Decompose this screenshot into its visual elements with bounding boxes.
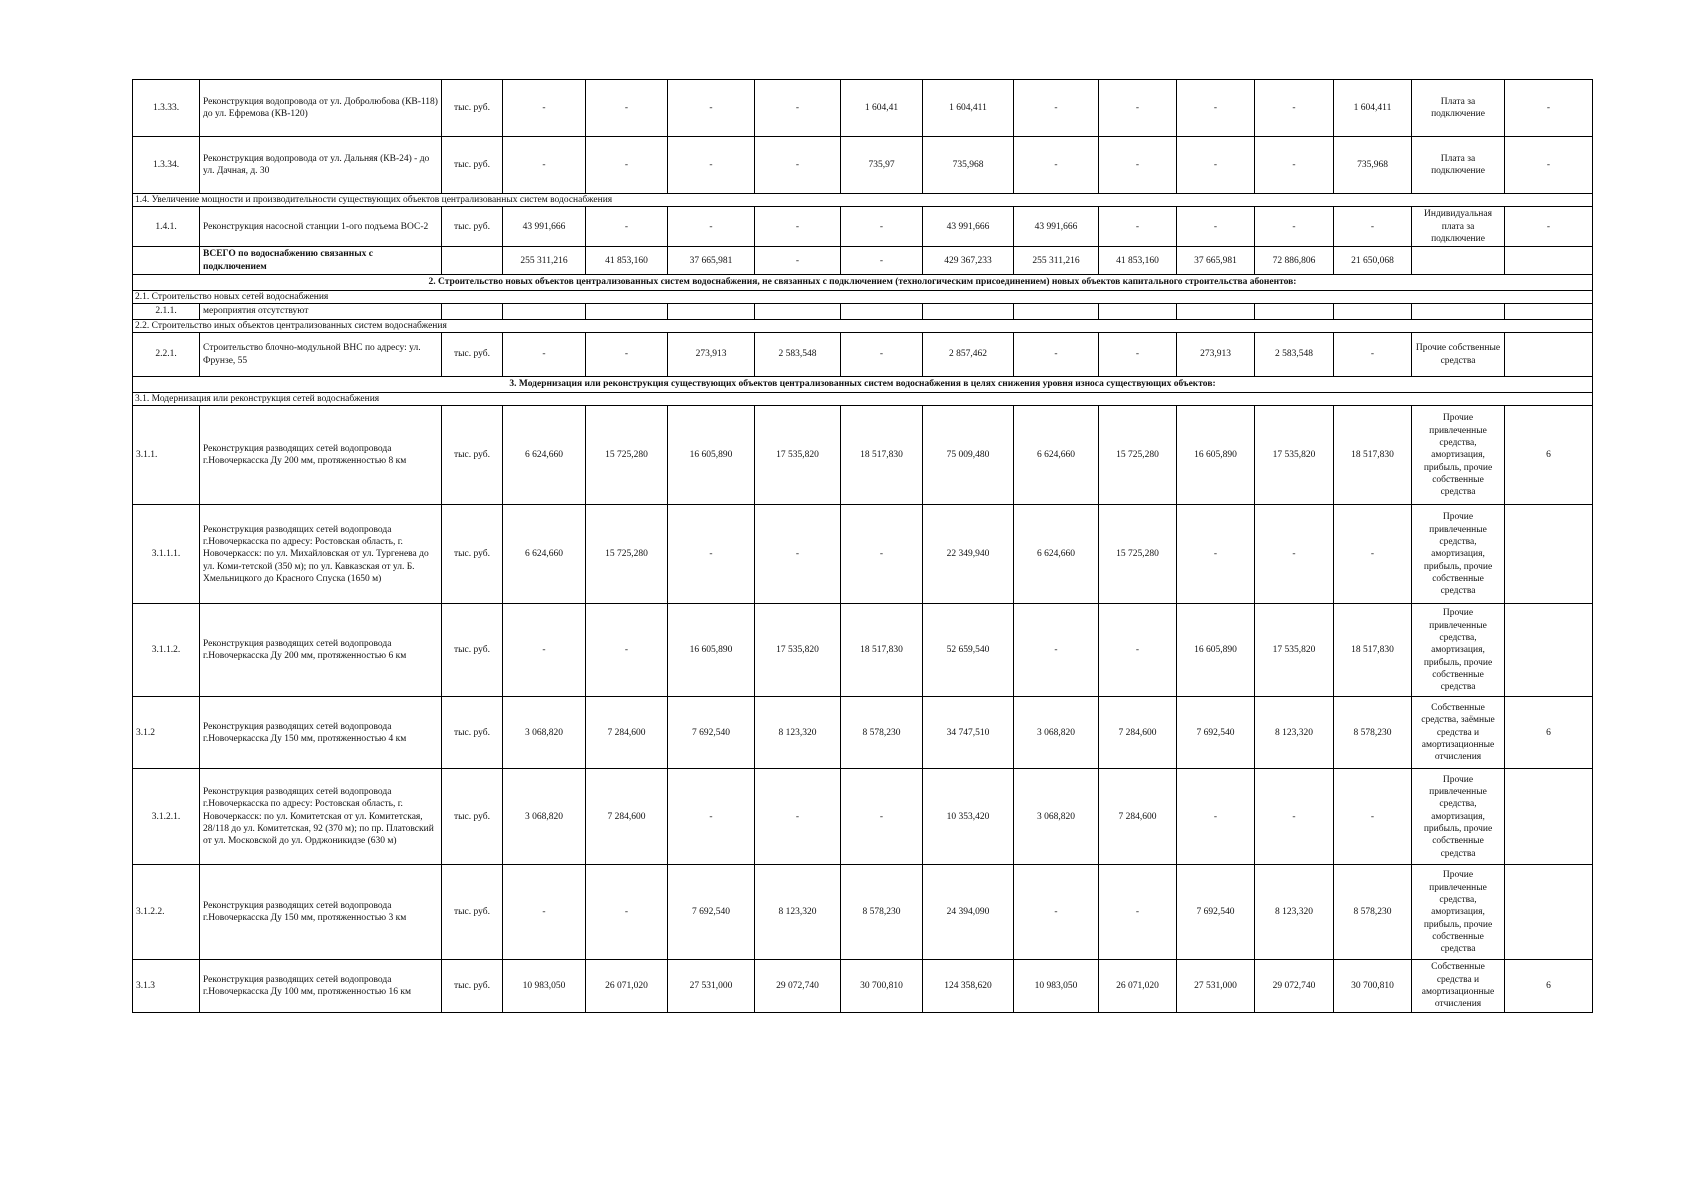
funding-source-cell: Прочие привлеченные средства, амортизация, прибыль, прочие собственные средства xyxy=(1412,865,1505,960)
item-name-cell: Реконструкция водопровода от ул. Дальняя (КВ-24) - до ул. Дачная, д. 30 xyxy=(200,137,442,194)
value-cell: 1 604,411 xyxy=(1334,80,1412,137)
table-row xyxy=(133,865,1593,960)
item-name-cell: Реконструкция разводящих сетей водопровода г.Новочеркасска Ду 200 мм, протяженностью 8 км xyxy=(200,406,442,505)
value-cell: 15 725,280 xyxy=(586,406,668,505)
value-cell: 16 605,890 xyxy=(668,604,755,697)
value-cell: - xyxy=(1014,137,1099,194)
value-cell: - xyxy=(755,137,841,194)
value-cell: - xyxy=(1255,769,1334,865)
value-cell: 735,968 xyxy=(923,137,1014,194)
value-cell: - xyxy=(503,865,586,960)
value-cell: 735,97 xyxy=(841,137,923,194)
note-cell xyxy=(1505,505,1593,604)
value-cell: 8 578,230 xyxy=(841,697,923,769)
item-number-cell: 3.1.2.2. xyxy=(133,865,200,960)
item-name-cell: Реконструкция разводящих сетей водопровода г.Новочеркасска Ду 100 мм, протяженностью 16 км xyxy=(200,960,442,1012)
unit-cell: тыс. руб. xyxy=(442,207,503,247)
value-cell: 255 311,216 xyxy=(1014,247,1099,275)
item-name-cell: мероприятия отсутствуют xyxy=(200,304,442,319)
value-cell: - xyxy=(755,80,841,137)
item-name-cell: Реконструкция разводящих сетей водопровода г.Новочеркасска Ду 150 мм, протяженностью 3 км xyxy=(200,865,442,960)
item-number-cell: 3.1.1. xyxy=(133,406,200,505)
value-cell: 16 605,890 xyxy=(1177,604,1255,697)
value-cell: - xyxy=(755,769,841,865)
note-cell: - xyxy=(1505,137,1593,194)
value-cell: - xyxy=(1177,80,1255,137)
value-cell: - xyxy=(1255,207,1334,247)
value-cell: 735,968 xyxy=(1334,137,1412,194)
investment-program-table xyxy=(132,79,1593,1013)
value-cell: 37 665,981 xyxy=(668,247,755,275)
value-cell: 27 531,000 xyxy=(1177,960,1255,1012)
subsection-title: 2.1. Строительство новых сетей водоснабжения xyxy=(133,291,1593,304)
value-cell: 22 349,940 xyxy=(923,505,1014,604)
subsection-title: 3.1. Модернизация или реконструкция сетей водоснабжения xyxy=(133,393,1593,406)
funding-source-cell xyxy=(1412,304,1505,319)
funding-source-cell: Собственные средства, заёмные средства и амортизационные отчисления xyxy=(1412,697,1505,769)
funding-source-cell: Прочие привлеченные средства, амортизация, прибыль, прочие собственные средства xyxy=(1412,769,1505,865)
note-cell xyxy=(1505,304,1593,319)
value-cell: 7 284,600 xyxy=(586,769,668,865)
value-cell: - xyxy=(668,769,755,865)
value-cell: - xyxy=(755,207,841,247)
value-cell: 18 517,830 xyxy=(1334,604,1412,697)
table-row xyxy=(133,304,1593,319)
value-cell: - xyxy=(1334,769,1412,865)
value-cell: 10 983,050 xyxy=(503,960,586,1012)
unit-cell: тыс. руб. xyxy=(442,960,503,1012)
note-cell xyxy=(1505,604,1593,697)
item-number-cell: 1.3.34. xyxy=(133,137,200,194)
value-cell: 7 692,540 xyxy=(1177,865,1255,960)
value-cell xyxy=(1014,304,1099,319)
value-cell: 18 517,830 xyxy=(841,406,923,505)
value-cell: - xyxy=(1255,137,1334,194)
table-row xyxy=(133,333,1593,377)
value-cell: 15 725,280 xyxy=(1099,406,1177,505)
value-cell: 43 991,666 xyxy=(1014,207,1099,247)
value-cell: 3 068,820 xyxy=(1014,697,1099,769)
value-cell: - xyxy=(586,865,668,960)
value-cell: - xyxy=(586,137,668,194)
value-cell: - xyxy=(1255,80,1334,137)
item-number-cell: 2.2.1. xyxy=(133,333,200,377)
item-number-cell: 3.1.2.1. xyxy=(133,769,200,865)
value-cell xyxy=(755,304,841,319)
table-row xyxy=(133,137,1593,194)
table-row xyxy=(133,697,1593,769)
subsection-header-row xyxy=(133,393,1593,406)
value-cell: - xyxy=(1099,207,1177,247)
value-cell: 72 886,806 xyxy=(1255,247,1334,275)
funding-source-cell: Прочие привлеченные средства, амортизация, прибыль, прочие собственные средства xyxy=(1412,604,1505,697)
value-cell: 3 068,820 xyxy=(1014,769,1099,865)
value-cell: 6 624,660 xyxy=(503,406,586,505)
value-cell: - xyxy=(1014,333,1099,377)
value-cell: 43 991,666 xyxy=(503,207,586,247)
item-number-cell: 3.1.2 xyxy=(133,697,200,769)
value-cell: - xyxy=(841,333,923,377)
subsection-title: 1.4. Увеличение мощности и производительности существующих объектов централизованных систем водоснабжения xyxy=(133,194,1593,207)
section-title: 2. Строительство новых объектов централизованных систем водоснабжения, не связанных с подключением (технологическим присоединением) новых объектов капитального строительства абонентов: xyxy=(133,275,1593,291)
funding-source-cell: Собственные средства и амортизационные отчисления xyxy=(1412,960,1505,1012)
table-row xyxy=(133,769,1593,865)
item-name-cell: Строительство блочно-модульной ВНС по адресу: ул. Фрунзе, 55 xyxy=(200,333,442,377)
value-cell: 1 604,411 xyxy=(923,80,1014,137)
value-cell: 273,913 xyxy=(1177,333,1255,377)
value-cell: 7 284,600 xyxy=(1099,697,1177,769)
item-name-cell: Реконструкция разводящих сетей водопровода г.Новочеркасска Ду 150 мм, протяженностью 4 км xyxy=(200,697,442,769)
value-cell: 34 747,510 xyxy=(923,697,1014,769)
value-cell: 8 578,230 xyxy=(1334,697,1412,769)
unit-cell: тыс. руб. xyxy=(442,697,503,769)
unit-cell: тыс. руб. xyxy=(442,137,503,194)
item-number-cell: 3.1.1.2. xyxy=(133,604,200,697)
unit-cell xyxy=(442,247,503,275)
value-cell: 2 583,548 xyxy=(1255,333,1334,377)
value-cell: - xyxy=(503,333,586,377)
value-cell: - xyxy=(586,604,668,697)
table-row xyxy=(133,207,1593,247)
value-cell: - xyxy=(668,505,755,604)
value-cell: - xyxy=(1099,80,1177,137)
unit-cell xyxy=(442,304,503,319)
value-cell: 29 072,740 xyxy=(1255,960,1334,1012)
table-row xyxy=(133,604,1593,697)
funding-source-cell xyxy=(1412,247,1505,275)
funding-source-cell: Прочие собственные средства xyxy=(1412,333,1505,377)
funding-source-cell: Плата за подключение xyxy=(1412,80,1505,137)
note-cell: 6 xyxy=(1505,406,1593,505)
section-header-row xyxy=(133,275,1593,291)
value-cell: 255 311,216 xyxy=(503,247,586,275)
subsection-header-row xyxy=(133,319,1593,332)
value-cell: - xyxy=(755,247,841,275)
note-cell: 6 xyxy=(1505,697,1593,769)
value-cell: 7 284,600 xyxy=(586,697,668,769)
total-row xyxy=(133,247,1593,275)
value-cell: - xyxy=(841,505,923,604)
value-cell: 6 624,660 xyxy=(1014,406,1099,505)
value-cell: 3 068,820 xyxy=(503,697,586,769)
value-cell: 429 367,233 xyxy=(923,247,1014,275)
value-cell: - xyxy=(1255,505,1334,604)
value-cell xyxy=(1255,304,1334,319)
value-cell: 124 358,620 xyxy=(923,960,1014,1012)
value-cell: 15 725,280 xyxy=(586,505,668,604)
table-row xyxy=(133,406,1593,505)
value-cell: - xyxy=(1334,505,1412,604)
value-cell xyxy=(841,304,923,319)
item-name-cell: Реконструкция разводящих сетей водопровода г.Новочеркасска Ду 200 мм, протяженностью 6 км xyxy=(200,604,442,697)
value-cell: 26 071,020 xyxy=(586,960,668,1012)
value-cell: - xyxy=(755,505,841,604)
value-cell: - xyxy=(668,207,755,247)
value-cell: - xyxy=(586,207,668,247)
value-cell xyxy=(586,304,668,319)
note-cell: - xyxy=(1505,80,1593,137)
value-cell: 3 068,820 xyxy=(503,769,586,865)
value-cell: - xyxy=(586,333,668,377)
item-number-cell: 3.1.3 xyxy=(133,960,200,1012)
value-cell: 2 583,548 xyxy=(755,333,841,377)
value-cell: 8 123,320 xyxy=(755,865,841,960)
value-cell: - xyxy=(1177,137,1255,194)
value-cell xyxy=(1099,304,1177,319)
value-cell: 8 123,320 xyxy=(755,697,841,769)
section-header-row xyxy=(133,377,1593,393)
unit-cell: тыс. руб. xyxy=(442,604,503,697)
item-number-cell: 1.4.1. xyxy=(133,207,200,247)
unit-cell: тыс. руб. xyxy=(442,865,503,960)
funding-source-cell: Прочие привлеченные средства, амортизация, прибыль, прочие собственные средства xyxy=(1412,406,1505,505)
value-cell xyxy=(503,304,586,319)
value-cell: 18 517,830 xyxy=(1334,406,1412,505)
value-cell: 41 853,160 xyxy=(1099,247,1177,275)
section-title: 3. Модернизация или реконструкция существующих объектов централизованных систем водоснабжения в целях снижения уровня износа существующих объектов: xyxy=(133,377,1593,393)
value-cell: 273,913 xyxy=(668,333,755,377)
subsection-title: 2.2. Строительство иных объектов централизованных систем водоснабжения xyxy=(133,319,1593,332)
value-cell xyxy=(923,304,1014,319)
value-cell: - xyxy=(1177,505,1255,604)
note-cell xyxy=(1505,769,1593,865)
value-cell: 10 983,050 xyxy=(1014,960,1099,1012)
note-cell: - xyxy=(1505,207,1593,247)
value-cell: 8 578,230 xyxy=(841,865,923,960)
unit-cell: тыс. руб. xyxy=(442,333,503,377)
value-cell: - xyxy=(586,80,668,137)
value-cell: 7 692,540 xyxy=(1177,697,1255,769)
value-cell: - xyxy=(1014,80,1099,137)
item-name-cell: ВСЕГО по водоснабжению связанных с подключением xyxy=(200,247,442,275)
value-cell: 15 725,280 xyxy=(1099,505,1177,604)
value-cell: 41 853,160 xyxy=(586,247,668,275)
item-number-cell: 1.3.33. xyxy=(133,80,200,137)
value-cell: 6 624,660 xyxy=(503,505,586,604)
value-cell: 7 692,540 xyxy=(668,865,755,960)
value-cell: - xyxy=(1099,333,1177,377)
value-cell: 8 578,230 xyxy=(1334,865,1412,960)
table-row xyxy=(133,505,1593,604)
unit-cell: тыс. руб. xyxy=(442,769,503,865)
note-cell: 6 xyxy=(1505,960,1593,1012)
subsection-header-row xyxy=(133,194,1593,207)
item-number-cell: 3.1.1.1. xyxy=(133,505,200,604)
value-cell: 8 123,320 xyxy=(1255,697,1334,769)
value-cell: 18 517,830 xyxy=(841,604,923,697)
item-name-cell: Реконструкция разводящих сетей водопровода г.Новочеркасска по адресу: Ростовская область, г. Новочеркасск: по ул. Михайловская от ул. Тургенева до ул. Коми-тетской (350 м); по ул. Кавказская от ул. Б. Хмельницкого до Красного Спуска (1650 м) xyxy=(200,505,442,604)
value-cell: 8 123,320 xyxy=(1255,865,1334,960)
item-name-cell: Реконструкция разводящих сетей водопровода г.Новочеркасска по адресу: Ростовская область, г. Новочеркасск: по ул. Комитетская от ул. Комитетская, 28/118 до ул. Комитетская, 92 (370 м); по пр. Платовский от ул. Московской до ул. Орджоникидзе (630 м) xyxy=(200,769,442,865)
value-cell xyxy=(1177,304,1255,319)
item-number-cell xyxy=(133,247,200,275)
value-cell: - xyxy=(1014,604,1099,697)
unit-cell: тыс. руб. xyxy=(442,406,503,505)
value-cell: 17 535,820 xyxy=(1255,604,1334,697)
funding-source-cell: Плата за подключение xyxy=(1412,137,1505,194)
value-cell: 16 605,890 xyxy=(1177,406,1255,505)
value-cell: - xyxy=(841,247,923,275)
value-cell: - xyxy=(1099,865,1177,960)
value-cell: 7 284,600 xyxy=(1099,769,1177,865)
value-cell: 2 857,462 xyxy=(923,333,1014,377)
value-cell: - xyxy=(503,137,586,194)
value-cell: 24 394,090 xyxy=(923,865,1014,960)
value-cell: - xyxy=(841,769,923,865)
value-cell: - xyxy=(1014,865,1099,960)
value-cell: 26 071,020 xyxy=(1099,960,1177,1012)
value-cell: 6 624,660 xyxy=(1014,505,1099,604)
note-cell xyxy=(1505,333,1593,377)
value-cell: - xyxy=(1099,137,1177,194)
value-cell: - xyxy=(668,80,755,137)
value-cell: 52 659,540 xyxy=(923,604,1014,697)
value-cell: 10 353,420 xyxy=(923,769,1014,865)
value-cell xyxy=(1334,304,1412,319)
value-cell: 16 605,890 xyxy=(668,406,755,505)
value-cell: 21 650,068 xyxy=(1334,247,1412,275)
value-cell: 30 700,810 xyxy=(1334,960,1412,1012)
unit-cell: тыс. руб. xyxy=(442,80,503,137)
table-row xyxy=(133,960,1593,1012)
item-name-cell: Реконструкция насосной станции 1-ого подъема ВОС-2 xyxy=(200,207,442,247)
value-cell: - xyxy=(503,80,586,137)
value-cell: 29 072,740 xyxy=(755,960,841,1012)
item-name-cell: Реконструкция водопровода от ул. Добролюбова (КВ-118) до ул. Ефремова (КВ-120) xyxy=(200,80,442,137)
item-number-cell: 2.1.1. xyxy=(133,304,200,319)
value-cell: 37 665,981 xyxy=(1177,247,1255,275)
value-cell: 17 535,820 xyxy=(755,604,841,697)
value-cell: - xyxy=(1334,333,1412,377)
funding-source-cell: Прочие привлеченные средства, амортизация, прибыль, прочие собственные средства xyxy=(1412,505,1505,604)
funding-source-cell: Индивидуальная плата за подключение xyxy=(1412,207,1505,247)
value-cell: - xyxy=(1099,604,1177,697)
note-cell xyxy=(1505,247,1593,275)
value-cell: 1 604,41 xyxy=(841,80,923,137)
value-cell: 17 535,820 xyxy=(1255,406,1334,505)
table-row xyxy=(133,80,1593,137)
value-cell: - xyxy=(1334,207,1412,247)
value-cell: 17 535,820 xyxy=(755,406,841,505)
value-cell: - xyxy=(668,137,755,194)
value-cell: - xyxy=(503,604,586,697)
unit-cell: тыс. руб. xyxy=(442,505,503,604)
value-cell: - xyxy=(1177,207,1255,247)
value-cell: 27 531,000 xyxy=(668,960,755,1012)
value-cell: 43 991,666 xyxy=(923,207,1014,247)
value-cell xyxy=(668,304,755,319)
value-cell: 7 692,540 xyxy=(668,697,755,769)
value-cell: - xyxy=(1177,769,1255,865)
note-cell xyxy=(1505,865,1593,960)
subsection-header-row xyxy=(133,291,1593,304)
value-cell: 75 009,480 xyxy=(923,406,1014,505)
value-cell: 30 700,810 xyxy=(841,960,923,1012)
value-cell: - xyxy=(841,207,923,247)
